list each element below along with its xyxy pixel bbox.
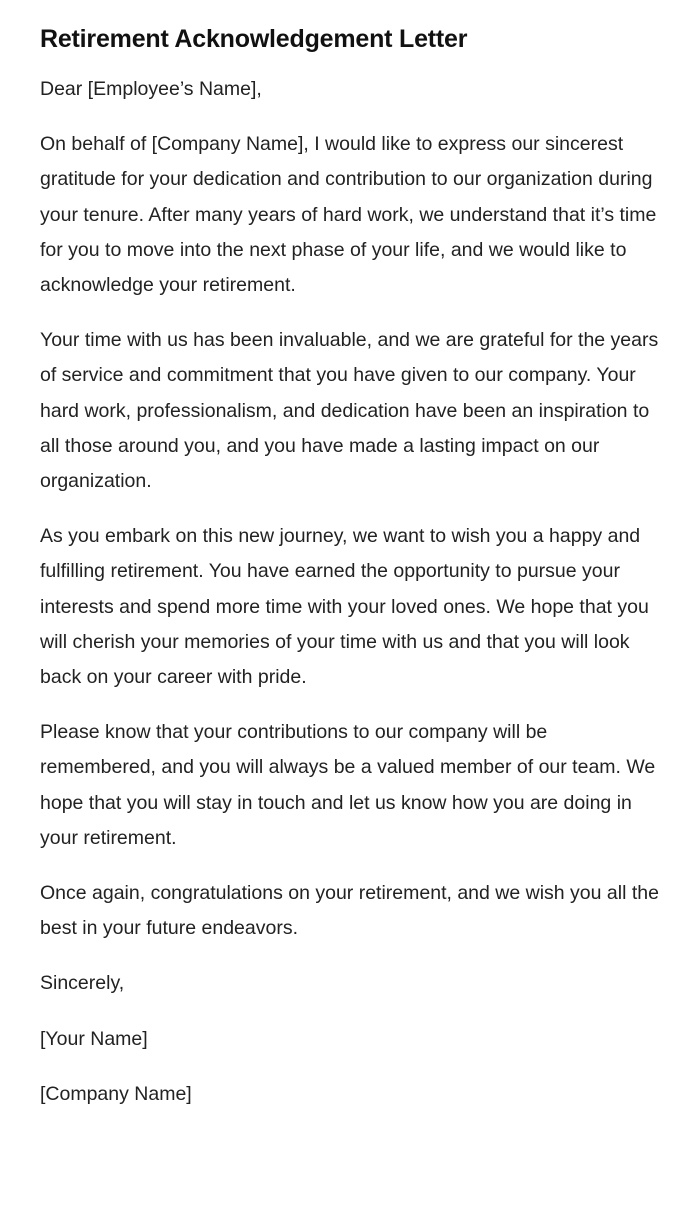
signature-name: [Your Name] bbox=[40, 1027, 148, 1050]
letter-paragraph: As you embark on this new journey, we want to wish you a happy and fulfilling retirement. You have earned the opportunity to pursue your interests and spend more time with your loved ones. We hope that you will cherish your memories of your time with us and that you will look back on your career with pride. bbox=[40, 525, 649, 689]
signature-company: [Company Name] bbox=[40, 1082, 192, 1105]
letter-paragraph: Once again, congratulations on your retirement, and we wish you all the best in your future endeavors. bbox=[40, 882, 659, 940]
letter-salutation: Dear [Employee’s Name], bbox=[40, 78, 262, 100]
letter-title: Retirement Acknowledgement Letter bbox=[40, 25, 468, 53]
letter-closing: Sincerely, bbox=[40, 972, 125, 995]
letter-paragraph: Your time with us has been invaluable, and we are grateful for the years of service and commitment that you have given to our company. Your hard work, professionalism, and dedication have been an inspiration to all those around you, and you have made a lasting impact on our organization. bbox=[40, 329, 659, 493]
letter-paragraph: Please know that your contributions to our company will be remembered, and you will always be a valued member of our team. We hope that you will stay in touch and let us know how you are doing in your retirement. bbox=[40, 721, 656, 849]
letter-paragraph: On behalf of [Company Name], I would like to express our sincerest gratitude for your dedication and contribution to our organization during your tenure. After many years of hard work, we understand that it’s time for you to move into the next phase of your life, and we would like to acknowledge your retirement. bbox=[40, 133, 657, 297]
